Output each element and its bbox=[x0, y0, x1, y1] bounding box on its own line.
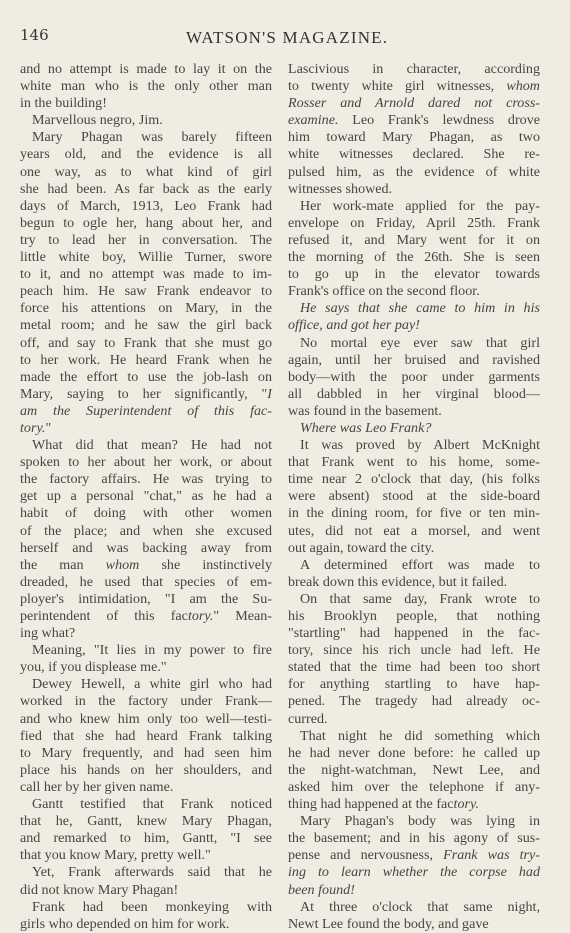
right-paragraph-8-line-2: his Brooklyn people, that nothing bbox=[288, 608, 540, 624]
left-paragraph-4-line-1: What did that mean? He had not bbox=[32, 437, 272, 454]
right-paragraph-2-line-6: Frank's office on the second floor. bbox=[288, 283, 480, 300]
left-paragraph-3-line-9: to it, and no attempt was made to im- bbox=[20, 266, 272, 283]
left-paragraph-6-line-7: call her by her given name. bbox=[20, 778, 174, 795]
left-paragraph-9-line-1: Frank had been monkeying with bbox=[32, 898, 272, 915]
left-paragraph-3-line-10: peach him. He saw Frank endeavor to bbox=[20, 283, 272, 300]
right-paragraph-8-line-7: pened. The tragedy had already oc- bbox=[288, 693, 540, 710]
left-paragraph-3-line-13: off, and say to Frank that she must go bbox=[20, 334, 272, 351]
left-paragraph-8-line-2: did not know Mary Phagan! bbox=[20, 881, 179, 898]
right-paragraph-8-line-1: On that same day, Frank wrote to bbox=[300, 590, 540, 607]
left-paragraph-4-line-11: perintendent of this factory." Mean- bbox=[20, 608, 272, 624]
right-paragraph-6-line-1: It was proved by Albert McKnight bbox=[300, 437, 540, 454]
right-paragraph-10-line-1: Mary Phagan's body was lying in bbox=[300, 813, 540, 830]
left-paragraph-3-line-8: little white boy, Willie Turner, swore bbox=[20, 249, 272, 266]
right-paragraph-2-line-2: envelope on Friday, April 25th. Frank bbox=[288, 214, 540, 231]
right-paragraph-6-line-2: that Frank went to his home, some- bbox=[288, 454, 540, 471]
right-paragraph-6-line-5: in the dining room, for five or ten min- bbox=[288, 505, 540, 522]
left-paragraph-6-line-3: and who knew him only too well—testi- bbox=[20, 710, 272, 727]
left-paragraph-6-line-2: worked in the factory under Frank— bbox=[20, 693, 272, 710]
right-paragraph-10-line-3: pense and nervousness, Frank was try- bbox=[288, 847, 540, 864]
right-paragraph-6-line-7: out again, toward the city. bbox=[288, 539, 435, 556]
right-paragraph-1-line-2: to twenty white girl witnesses, whom bbox=[288, 78, 540, 95]
right-paragraph-4-line-4: all dabbled in her virginal blood— bbox=[288, 385, 540, 402]
right-paragraph-4-line-1: No mortal eye ever saw that girl bbox=[300, 334, 540, 351]
left-paragraph-4-line-4: get up a personal "chat," as he had a bbox=[20, 488, 272, 505]
left-paragraph-3-line-6: begun to ogle her, hang about her, and bbox=[20, 214, 272, 231]
left-paragraph-8-line-1: Yet, Frank afterwards said that he bbox=[32, 864, 272, 881]
right-paragraph-8-line-5: stated that the time had been too short bbox=[288, 659, 540, 676]
left-paragraph-3-line-18: tory." bbox=[20, 419, 52, 436]
right-paragraph-9-line-3: the night-watchman, Newt Lee, and bbox=[288, 761, 540, 778]
left-paragraph-3-line-5: days of March, 1913, Leo Frank had bbox=[20, 197, 272, 214]
left-paragraph-3-line-16: Mary, saying to her significantly, "I bbox=[20, 385, 272, 402]
left-paragraph-4-line-9: dreaded, he used that species of em- bbox=[20, 573, 272, 590]
right-paragraph-1-line-3: Rosser and Arnold dared not cross- bbox=[288, 95, 540, 112]
left-paragraph-2-line-1: Marvellous negro, Jim. bbox=[32, 112, 163, 129]
left-paragraph-4-line-3: the factory affairs. He was trying to bbox=[20, 471, 272, 488]
right-paragraph-2-line-5: to go up in the elevator towards bbox=[288, 266, 540, 283]
page-header bbox=[0, 22, 570, 48]
right-paragraph-9-line-4: asked him over the telephone if any- bbox=[288, 778, 540, 795]
right-paragraph-8-line-6: for anything startling to have hap- bbox=[288, 676, 540, 693]
left-paragraph-3-line-17: am the Superintendent of this fac- bbox=[20, 402, 272, 419]
right-paragraph-8-line-4: tory, since his rich uncle had left. He bbox=[288, 642, 540, 659]
right-paragraph-3-line-1: He says that she came to him in his bbox=[300, 300, 540, 317]
right-paragraph-6-line-3: time near 2 o'clock that day, (his folks bbox=[288, 471, 540, 488]
left-paragraph-7-line-1: Gantt testified that Frank noticed bbox=[32, 796, 272, 813]
left-paragraph-4-line-10: ployer's intimidation, "I am the Su- bbox=[20, 590, 272, 607]
right-paragraph-4-line-3: body—with the poor under garments bbox=[288, 368, 540, 385]
right-paragraph-5-line-1: Where was Leo Frank? bbox=[300, 419, 432, 436]
left-paragraph-4-line-5: habit of doing with other women bbox=[20, 505, 272, 522]
right-paragraph-1-line-7: pulsed him, as the evidence of white bbox=[288, 163, 540, 180]
left-paragraph-3-line-12: metal room; and he saw the girl back bbox=[20, 317, 272, 334]
left-paragraph-6-line-4: fied that she had heard Frank talking bbox=[20, 727, 272, 744]
right-paragraph-4-line-5: was found in the basement. bbox=[288, 402, 442, 419]
left-paragraph-5-line-2: you, if you displease me." bbox=[20, 659, 167, 676]
right-paragraph-11-line-1: At three o'clock that same night, bbox=[300, 898, 540, 915]
right-paragraph-9-line-1: That night he did something which bbox=[300, 727, 540, 744]
right-paragraph-1-line-6: white witnesses declared. She re- bbox=[288, 146, 540, 163]
left-paragraph-4-line-2: spoken to her about her work, or about bbox=[20, 454, 272, 471]
left-paragraph-6-line-6: place his hands on her shoulders, and bbox=[20, 761, 272, 778]
left-paragraph-6-line-1: Dewey Hewell, a white girl who had bbox=[32, 676, 272, 693]
running-head: WATSON'S MAGAZINE. bbox=[186, 28, 389, 47]
left-paragraph-3-line-11: force his attentions on Mary, in the bbox=[20, 300, 272, 317]
right-paragraph-1-line-4: examine. Leo Frank's lewdness drove bbox=[288, 112, 540, 129]
right-paragraph-6-line-4: were absent) stood at the side-board bbox=[288, 488, 540, 505]
right-paragraph-2-line-4: the morning of the 26th. She is seen bbox=[288, 249, 540, 266]
right-column bbox=[288, 61, 540, 933]
right-paragraph-6-line-6: utes, did not eat a morsel, and went bbox=[288, 522, 540, 539]
left-paragraph-7-line-4: that you know Mary, pretty well." bbox=[20, 847, 211, 864]
left-paragraph-3-line-3: one way, as to what kind of girl bbox=[20, 163, 272, 180]
right-paragraph-9-line-2: he had never done before: he called up bbox=[288, 744, 540, 761]
right-paragraph-2-line-3: refused it, and Mary went for it on bbox=[288, 231, 540, 248]
left-paragraph-5-line-1: Meaning, "It lies in my power to fire bbox=[32, 642, 272, 659]
right-paragraph-3-line-2: office, and got her pay! bbox=[288, 317, 420, 334]
left-paragraph-1-line-2: white man who is the only other man bbox=[20, 78, 272, 95]
right-paragraph-1-line-8: witnesses showed. bbox=[288, 180, 393, 197]
left-paragraph-4-line-6: of the place; and when she excused bbox=[20, 522, 272, 539]
right-paragraph-9-line-5: thing had happened at the factory. bbox=[288, 796, 479, 813]
left-paragraph-3-line-14: to her work. He heard Frank when he bbox=[20, 351, 272, 368]
left-paragraph-3-line-4: she had been. As far back as the early bbox=[20, 180, 272, 197]
right-paragraph-4-line-2: again, until her bruised and ravished bbox=[288, 351, 540, 368]
left-paragraph-4-line-8: the man whom she instinctively bbox=[20, 556, 273, 573]
left-paragraph-7-line-2: that he, Gantt, knew Mary Phagan, bbox=[20, 813, 272, 830]
left-paragraph-4-line-12: ing what? bbox=[20, 625, 76, 642]
left-paragraph-3-line-2: years old, and the evidence is all bbox=[20, 146, 272, 163]
right-paragraph-10-line-5: been found! bbox=[288, 881, 355, 898]
left-paragraph-7-line-3: and remarked to him, Gantt, "I see bbox=[20, 830, 272, 847]
right-paragraph-7-line-1: A determined effort was made to bbox=[300, 556, 540, 573]
left-paragraph-3-line-7: try to lead her in conversation. The bbox=[20, 231, 272, 248]
right-paragraph-2-line-1: Her work-mate applied for the pay- bbox=[300, 197, 540, 214]
left-paragraph-3-line-1: Mary Phagan was barely fifteen bbox=[32, 129, 272, 146]
right-paragraph-11-line-2: Newt Lee found the body, and gave bbox=[288, 915, 489, 932]
right-paragraph-8-line-3: "startling" had happened in the fac- bbox=[288, 625, 540, 642]
right-paragraph-1-line-5: him toward Mary Phagan, as two bbox=[288, 129, 540, 146]
page-number: 146 bbox=[20, 26, 49, 44]
right-paragraph-1-line-1: Lascivious in character, according bbox=[288, 61, 540, 77]
left-paragraph-3-line-15: made the effort to use the job-lash on bbox=[20, 368, 272, 385]
left-paragraph-6-line-5: to Mary frequently, and had seen him bbox=[20, 744, 272, 761]
left-paragraph-1-line-1: and no attempt is made to lay it on the bbox=[20, 61, 272, 77]
left-paragraph-1-line-3: in the building! bbox=[20, 95, 107, 112]
right-paragraph-10-line-4: ing to learn whether the corpse had bbox=[288, 864, 540, 881]
left-column bbox=[20, 61, 272, 933]
left-paragraph-4-line-7: herself and was backing away from bbox=[20, 539, 272, 556]
right-paragraph-7-line-2: break down this evidence, but it failed. bbox=[288, 573, 508, 590]
right-paragraph-8-line-8: curred. bbox=[288, 710, 328, 727]
right-paragraph-10-line-2: the basement; and in his agony of sus- bbox=[288, 830, 540, 847]
left-paragraph-9-line-2: girls who depended on him for work. bbox=[20, 915, 230, 932]
